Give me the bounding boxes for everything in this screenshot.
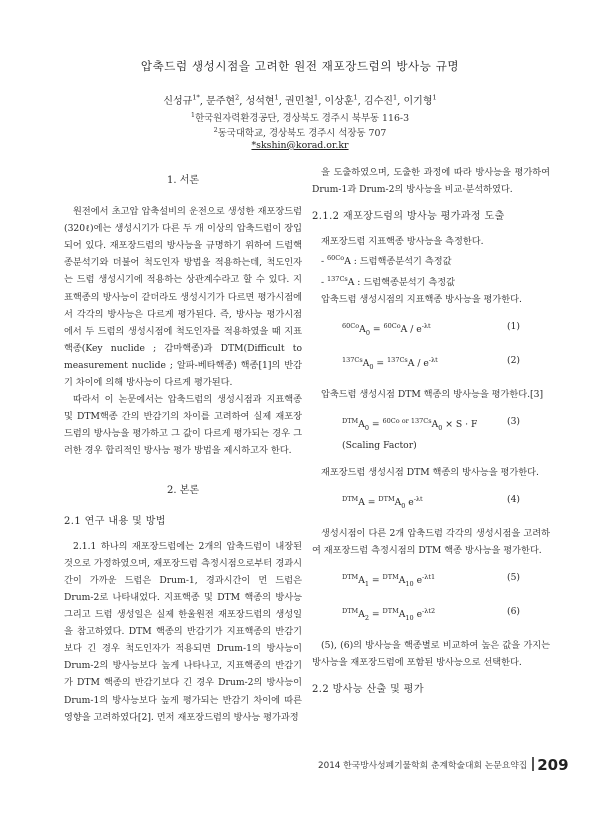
paragraph: - $^{137Cs}$A : 드럼핵종분석기 측정값 (321, 274, 455, 288)
affiliation-1: $^1$한국원자력환경공단, 경상북도 경주시 북부동 116-3 (190, 110, 410, 124)
equation-expression: $^{137Cs}A_0 = ^{137Cs}A / e^{-\lambda t}$ (342, 355, 438, 371)
paragraph: 압축드럼 생성시점 DTM 핵종의 방사능을 평가한다.[3] (321, 388, 544, 400)
equation-number: (4) (506, 494, 520, 506)
equation (312, 569, 550, 593)
equation-number: (6) (506, 606, 520, 618)
equation (312, 603, 550, 627)
equation-number: (1) (506, 320, 520, 332)
corresponding-email[interactable] (0, 140, 600, 151)
affiliation-2: $^2$동국대학교, 경상북도 경주시 석장동 707 (213, 125, 387, 139)
paragraph: 2.1.1 하나의 재포장드럼에는 2개의 압축드럼이 내장된 것으로 가정하였으며, 재포장드럼 측정시점으로부터 경과시간이 가까운 드럼은 Drum-1, 경과시간이 먼 드럼은 Drum-2로 나타내었다. 지표핵종 및 DTM 핵종의 방사능 그리고 드럼 생성일은 실제 한울원전 재포장드럼의 생성일을 참고하였다. DTM 핵종의 반감기가 지표핵종의 반감기 보다 긴 경우 척도인자가 적용되면 Drum-1의 방사능이 Drum-2의 방사능보다 높게 나타나고, 지표핵종의 반감기가 DTM 핵종의 반감기보다 긴 경우 Drum-2의 방사능이 Drum-1의 방사능보다 높게 평가되는 반감기 차이에 따른 영향을 고려하였다[2]. 먼저 재포장드럼의 방사능 평가과정 (64, 540, 302, 723)
left-column (64, 172, 302, 726)
paper-title: 압축드럼 생성시점을 고려한 원전 재포장드럼의 방사능 규명 (140, 59, 460, 73)
author-list: 신성규$^{1*}$, 문주현$^2$, 성석현$^1$, 권민철$^1$, 이상훈$^1$, 김수진$^1$, 이기형$^1$ (163, 93, 437, 107)
paragraph: 원전에서 초고압 압축설비의 운전으로 생성한 재포장드럼(320ℓ)에는 생성시기가 다른 두 개 이상의 압축드럼이 장입되어 있다. 재포장드럼의 방사능을 규명하기 위하여 드럼핵종분석기와 더불어 척도인자 방법을 적용하는데, 척도인자는 드럼 생성시기에 적용하는 상관계수라고 할 수 있다. 지표핵종의 방사능이 같더라도 생성시기가 다르면 평가시점에서 각각의 방사능은 다르게 평가된다. 즉, 방사능 평가시점에서 두 드럼의 생성시점에 척도인자를 적용하였을 때 지표핵종(Key nuclide ; 감마핵종)과 DTM(Difficult to measurement nuclide ; 알파-베타핵종) 핵종[1]의 반감기 차이에 의해 방사능이 다르게 평가된다. (64, 206, 302, 389)
equation (312, 491, 550, 515)
equation (312, 413, 550, 454)
page-number: 209 (537, 756, 569, 774)
equation-expression: $^{DTM}A_0 = ^{60Co or 137Cs}A_0 \times S \cdot F$ (Scaling Factor) (342, 416, 478, 451)
paragraph: (5), (6)의 방사능을 핵종별로 비교하여 높은 값을 가지는 방사능을 재포장드럼에 포함된 방사능으로 선택한다. (312, 640, 550, 669)
equation-expression: $^{60Co}A_0 = ^{60Co}A / e^{-\lambda t}$ (342, 321, 431, 337)
paragraph: 재포장드럼 생성시점 DTM 핵종의 방사능을 평가한다. (321, 466, 539, 478)
paragraph: 을 도출하였으며, 도출한 과정에 따라 방사능을 평가하여 Drum-1과 Drum-2의 방사능을 비교·분석하였다. (312, 167, 550, 196)
equation (312, 352, 550, 376)
page-footer (318, 756, 569, 774)
equation-number: (2) (506, 354, 520, 366)
equation-expression: $^{DTM}A = ^{DTM}A_0$ $e^{-\lambda t}$ (342, 495, 423, 510)
right-column (312, 164, 550, 706)
section-heading: 1. 서론 (166, 175, 200, 186)
paragraph: 재포장드럼 지표핵종 방사능을 측정한다. (321, 236, 484, 248)
email-link[interactable]: *skshin@korad.or.kr (251, 140, 349, 151)
paragraph: 따라서 이 논문에서는 압축드럼의 생성시점과 지표핵종 및 DTM핵종 간의 반감기의 차이를 고려하여 실제 재포장드럼의 방사능을 평가하고 그 값이 다르게 평가되는 경우 그러한 경우 합리적인 방사능 평가 방법을 제시하고자 한다. (64, 394, 302, 457)
equation-expression: $^{DTM}A_2 = ^{DTM}A_{10}$ $e^{-\lambda t2}$ (342, 607, 436, 623)
paragraph: 생성시점이 다른 2개 압축드럼 각각의 생성시점을 고려하여 재포장드럼 측정시점의 DTM 핵종 방사능을 평가한다. (312, 528, 550, 557)
paragraph: - $^{60Co}$A : 드럼핵종분석기 측정값 (321, 254, 452, 268)
subsection-heading: 2.1.2 재포장드럼의 방사능 평가과정 도출 (312, 211, 505, 223)
paragraph: 압축드럼 생성시점의 지표핵종 방사능을 평가한다. (321, 293, 522, 305)
equation (312, 318, 550, 342)
equation-number: (5) (506, 572, 520, 584)
footer-divider (532, 757, 534, 771)
subsection-heading: 2.2 방사능 산출 및 평가 (312, 684, 424, 696)
footer-proceedings-label: 2014 한국방사성폐기물학회 춘계학술대회 논문요약집 (318, 761, 528, 771)
equation-expression: $^{DTM}A_1 = ^{DTM}A_{10}$ $e^{-\lambda t1}$ (342, 573, 436, 589)
equation-number: (3) (506, 415, 520, 427)
subsection-heading: 2.1 연구 내용 및 방법 (64, 515, 166, 527)
section-heading: 2. 본론 (166, 484, 200, 496)
